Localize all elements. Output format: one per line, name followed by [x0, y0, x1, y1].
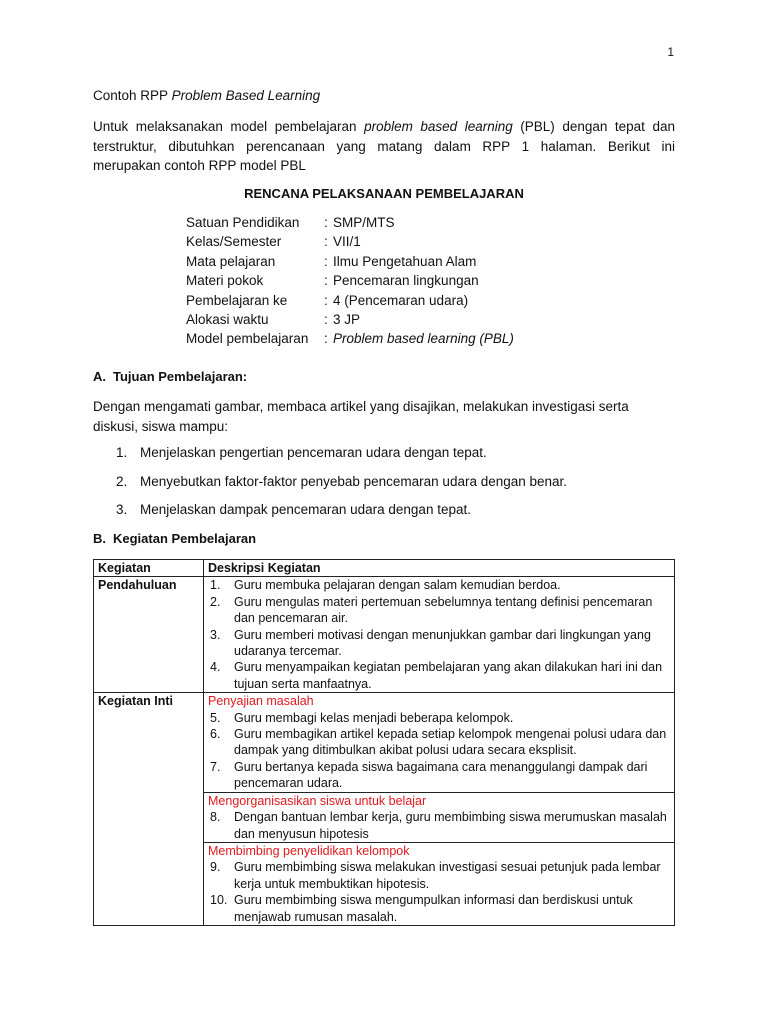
- intro-line-1: [93, 117, 675, 137]
- item-number: 8.: [210, 810, 221, 825]
- item-text: Guru membimbing siswa mengumpulkan informasi dan berdiskusi untuk menjawab rumusan masalah.: [234, 893, 633, 924]
- rpp-heading: RENCANA PELAKSANAAN PEMBELAJARAN: [244, 186, 524, 201]
- list-item: [116, 474, 567, 489]
- item-text: Guru membagikan artikel kepada setiap kelompok mengenai polusi udara dan dampak yang ditimbulkan akibat polusi udara secara eksplisit.: [234, 727, 667, 758]
- identity-value: 3 JP: [333, 311, 361, 327]
- intro-line-2: terstruktur, dibutuhkan perencanaan yang matang dalam RPP 1 halaman. Berikut ini: [93, 138, 675, 154]
- identity-row: [186, 232, 514, 251]
- identity-colon: :: [324, 273, 328, 289]
- title-prefix: Contoh RPP: [93, 88, 172, 103]
- description-cell: [204, 693, 675, 792]
- identity-row: [186, 271, 514, 290]
- item-number: 9.: [210, 860, 221, 875]
- list-text: Menyebutkan faktor-faktor penyebab pencemaran udara dengan benar.: [140, 473, 568, 489]
- identity-label: Materi pokok: [186, 273, 264, 289]
- identity-label: Satuan Pendidikan: [186, 215, 300, 230]
- table-row: [94, 577, 675, 693]
- identity-value: VII/1: [333, 234, 361, 250]
- intro-text: Untuk melaksanakan model pembelajaran: [93, 119, 365, 134]
- page-number: 1: [667, 45, 674, 59]
- document-title: [93, 88, 320, 103]
- item-text: Guru bertanya kepada siswa bagaimana cara menanggulangi dampak dari pencemaran udara.: [234, 759, 648, 791]
- identity-value: Problem based learning (PBL): [333, 331, 514, 347]
- item-text: Guru menyampaikan kegiatan pembelajaran yang akan dilakukan hari ini dan tujuan serta manfaatnya.: [234, 660, 663, 691]
- intro-paragraph: [93, 117, 675, 176]
- table-row: [94, 693, 675, 792]
- identity-colon: :: [324, 311, 328, 327]
- item-number: 1.: [210, 578, 221, 593]
- header-cell: Kegiatan: [94, 560, 204, 577]
- identity-colon: :: [324, 292, 328, 308]
- item-text: Guru memberi motivasi dengan menunjukkan gambar dari lingkungan yang udaranya tercemar.: [234, 627, 651, 659]
- activity-item: [208, 759, 670, 792]
- activity-item: [208, 577, 670, 593]
- title-italic: Problem Based Learning: [171, 88, 321, 103]
- activity-item: [208, 892, 670, 925]
- item-number: 6.: [210, 727, 221, 742]
- activity-item: [208, 809, 670, 842]
- item-text: Guru membuka pelajaran dengan salam kemudian berdoa.: [234, 578, 561, 593]
- identity-colon: :: [324, 234, 328, 250]
- identity-label: Model pembelajaran: [186, 331, 309, 347]
- identity-row: [186, 329, 514, 348]
- objective-paragraph: [93, 397, 675, 436]
- section-letter: A.: [93, 369, 106, 384]
- description-cell: [204, 792, 675, 842]
- section-letter: B.: [93, 531, 106, 546]
- list-item: [116, 445, 487, 460]
- intro-text: (PBL) dengan tepat dan: [512, 119, 675, 134]
- item-number: 10.: [210, 893, 228, 908]
- activity-item: [208, 627, 670, 660]
- paragraph-line: Dengan mengamati gambar, membaca artikel yang disajikan, melakukan investigasi serta: [93, 399, 629, 414]
- identity-value: Ilmu Pengetahuan Alam: [333, 253, 477, 269]
- intro-line-3: merupakan contoh RPP model PBL: [93, 158, 306, 173]
- activity-item: [208, 659, 670, 692]
- identity-list: [186, 213, 514, 349]
- phase-title: Penyajian masalah: [208, 694, 314, 709]
- item-number: 5.: [210, 710, 221, 725]
- identity-colon: :: [324, 331, 328, 347]
- identity-value: SMP/MTS: [333, 215, 395, 230]
- list-text: Menjelaskan pengertian pencemaran udara dengan tepat.: [140, 445, 487, 460]
- item-text: Guru membimbing siswa melakukan investigasi sesuai petunjuk pada lembar kerja untuk membuktikan hipotesis.: [234, 860, 661, 891]
- row-label: Pendahuluan: [94, 577, 204, 693]
- activity-item: [208, 726, 670, 759]
- section-title: Kegiatan Pembelajaran: [113, 531, 257, 546]
- identity-colon: :: [324, 215, 328, 230]
- list-text: Menjelaskan dampak pencemaran udara dengan tepat.: [140, 502, 471, 517]
- identity-row: [186, 213, 514, 232]
- description-cell: [204, 577, 675, 693]
- item-number: 4.: [210, 660, 221, 675]
- item-text: Dengan bantuan lembar kerja, guru membimbing siswa merumuskan masalah dan menyusun hipotesis: [234, 810, 667, 841]
- list-number: 1.: [116, 445, 128, 460]
- identity-value: 4 (Pencemaran udara): [333, 292, 469, 308]
- identity-colon: :: [324, 253, 328, 269]
- activities-table: [93, 559, 675, 926]
- table-header-row: [94, 560, 675, 577]
- list-item: [116, 502, 471, 517]
- identity-row: [186, 252, 514, 271]
- item-text: Guru mengulas materi pertemuan sebelumnya tentang definisi pencemaran dan pencemaran air.: [234, 594, 653, 626]
- item-number: 2.: [210, 594, 221, 609]
- activity-item: [208, 710, 670, 726]
- identity-value: Pencemaran lingkungan: [333, 273, 479, 289]
- list-number: 3.: [116, 502, 128, 517]
- phase-title: Membimbing penyelidikan kelompok: [208, 843, 410, 858]
- identity-label: Alokasi waktu: [186, 311, 269, 327]
- item-number: 7.: [210, 759, 221, 774]
- identity-label: Pembelajaran ke: [186, 292, 288, 308]
- identity-row: [186, 291, 514, 310]
- description-cell: [204, 842, 675, 925]
- row-label: Kegiatan Inti: [94, 693, 204, 926]
- identity-label: Kelas/Semester: [186, 234, 282, 250]
- activity-item: [208, 859, 670, 892]
- activity-item: [208, 594, 670, 627]
- section-a-heading: [93, 369, 247, 384]
- phase-title: Mengorganisasikan siswa untuk belajar: [208, 793, 427, 808]
- section-title: Tujuan Pembelajaran:: [113, 369, 248, 384]
- list-number: 2.: [116, 473, 128, 489]
- identity-row: [186, 310, 514, 329]
- intro-italic-term: problem based learning: [364, 119, 513, 134]
- paragraph-line: diskusi, siswa mampu:: [93, 418, 229, 434]
- section-b-heading: [93, 531, 256, 546]
- header-cell: Deskripsi Kegiatan: [204, 560, 675, 577]
- item-text: Guru membagi kelas menjadi beberapa kelompok.: [234, 710, 514, 725]
- identity-label: Mata pelajaran: [186, 253, 276, 269]
- item-number: 3.: [210, 627, 221, 642]
